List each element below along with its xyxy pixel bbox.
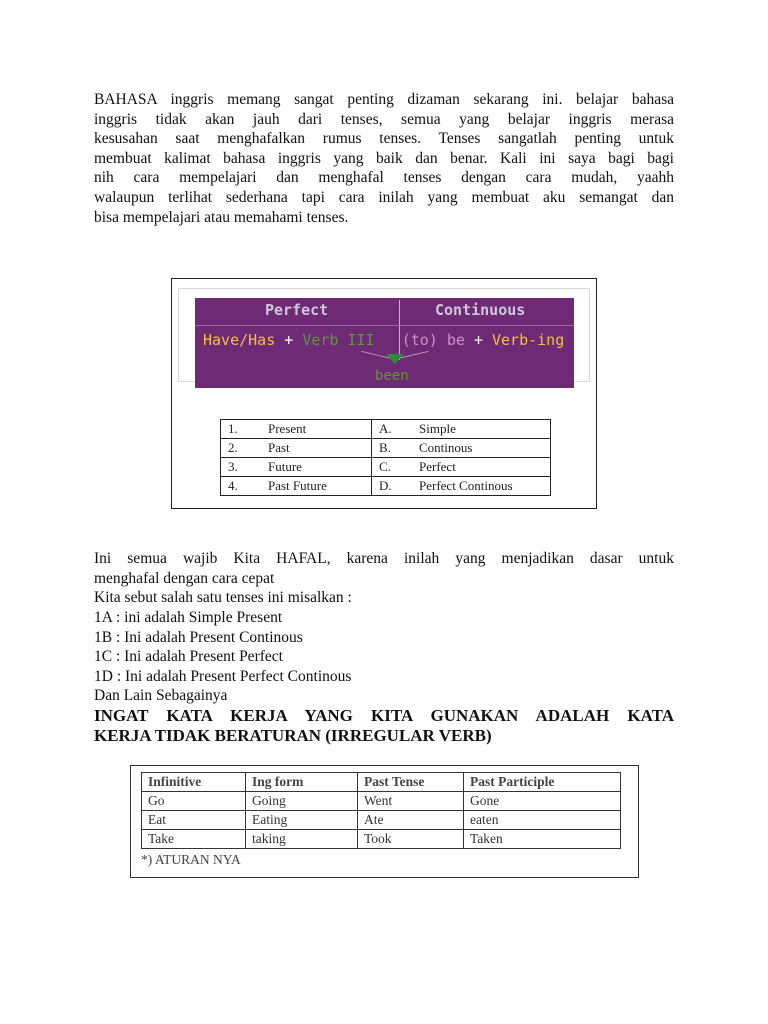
row-aspect: Perfect Continous xyxy=(419,478,513,493)
row-number: 4. xyxy=(228,478,238,493)
table-cell: Went xyxy=(358,792,464,811)
tense-formula-banner xyxy=(195,298,574,388)
heading-line: INGAT KATA KERJA YANG KITA GUNAKAN ADALAH KATA xyxy=(94,706,674,725)
row-time: Present xyxy=(268,421,307,436)
hafal-paragraph xyxy=(94,549,674,588)
heading-line: KERJA TIDAK BERATURAN (IRREGULAR VERB) xyxy=(94,726,492,745)
row-letter: C. xyxy=(379,459,391,474)
text-line: Kita sebut salah satu tenses ini misalkan : xyxy=(94,589,352,606)
row-letter: B. xyxy=(379,440,391,455)
row-number: 3. xyxy=(228,459,238,474)
table-cell: taking xyxy=(246,830,358,849)
para-line: menghafal dengan cara cepat xyxy=(94,569,275,587)
banner-to-be: (to) be xyxy=(401,331,465,349)
para-line: Ini semua wajib Kita HAFAL, karena inilah yang menjadikan dasar untuk xyxy=(94,550,674,567)
table-row xyxy=(221,458,551,477)
table-row xyxy=(221,477,551,496)
banner-plus: + xyxy=(473,331,483,349)
banner-perfect: Perfect xyxy=(265,301,329,319)
row-aspect: Simple xyxy=(419,421,456,436)
col-header: Ing form xyxy=(246,773,358,792)
row-aspect: Perfect xyxy=(419,459,456,474)
intro-paragraph xyxy=(94,90,674,227)
table-cell: eaten xyxy=(464,811,621,830)
banner-plus: + xyxy=(284,331,294,349)
intro-line: BAHASA inggris memang sangat penting dizaman sekarang ini. belajar bahasa xyxy=(94,91,674,108)
col-header: Infinitive xyxy=(142,773,246,792)
banner-been: been xyxy=(375,368,409,384)
table-cell: Ate xyxy=(358,811,464,830)
verb-table-note: *) ATURAN NYA xyxy=(141,852,241,867)
intro-line: bisa mempelajari atau memahami tenses. xyxy=(94,208,349,226)
table-cell: Took xyxy=(358,830,464,849)
table-cell: Going xyxy=(246,792,358,811)
row-time: Past xyxy=(268,440,290,455)
banner-verb-ing: Verb-ing xyxy=(492,331,565,349)
text-line: 1A : ini adalah Simple Present xyxy=(94,609,283,626)
banner-down-arrow-icon xyxy=(386,354,404,364)
row-number: 2. xyxy=(228,440,238,455)
table-cell: Eating xyxy=(246,811,358,830)
intro-line: membuat kalimat bahasa inggris yang baik dan benar. Kali ini saya bagi bagi xyxy=(94,149,674,167)
tense-table xyxy=(220,419,551,496)
row-number: 1. xyxy=(228,421,238,436)
banner-verb3: Verb III xyxy=(302,331,375,349)
banner-continuous: Continuous xyxy=(435,301,526,319)
banner-hline xyxy=(195,325,574,326)
banner-have-has: Have/Has xyxy=(203,331,276,349)
table-row xyxy=(142,811,621,830)
table-row xyxy=(221,420,551,439)
intro-line: inggris tidak akan jauh dari tenses, semua yang belajar inggris merasa xyxy=(94,110,674,128)
table-cell: Eat xyxy=(142,811,246,830)
table-cell: Gone xyxy=(464,792,621,811)
table-cell: Taken xyxy=(464,830,621,849)
table-cell: Take xyxy=(142,830,246,849)
row-letter: A. xyxy=(379,421,392,436)
section-heading xyxy=(94,706,674,746)
row-letter: D. xyxy=(379,478,392,493)
table-row xyxy=(142,830,621,849)
text-line: Dan Lain Sebagainya xyxy=(94,687,228,704)
intro-line: walaupun terlihat sederhana tapi cara inilah yang membuat aku semangat dan xyxy=(94,188,674,206)
row-time: Future xyxy=(268,459,302,474)
col-header: Past Participle xyxy=(464,773,621,792)
intro-line: nih cara mempelajari dan menghafal tenses dengan cara mudah, yaahh xyxy=(94,169,674,187)
table-row xyxy=(221,439,551,458)
intro-line: kesusahan saat menghafalkan rumus tenses. Tenses sangatlah penting untuk xyxy=(94,130,674,148)
banner-formula-row xyxy=(203,331,564,349)
row-time: Past Future xyxy=(268,478,327,493)
col-header: Past Tense xyxy=(358,773,464,792)
table-row xyxy=(142,792,621,811)
table-cell: Go xyxy=(142,792,246,811)
table-header-row xyxy=(142,773,621,792)
irregular-verb-table xyxy=(141,772,621,849)
text-line: 1B : Ini adalah Present Continous xyxy=(94,629,303,646)
text-line: 1D : Ini adalah Present Perfect Continous xyxy=(94,668,352,685)
row-aspect: Continous xyxy=(419,440,473,455)
text-line: 1C : Ini adalah Present Perfect xyxy=(94,648,283,665)
